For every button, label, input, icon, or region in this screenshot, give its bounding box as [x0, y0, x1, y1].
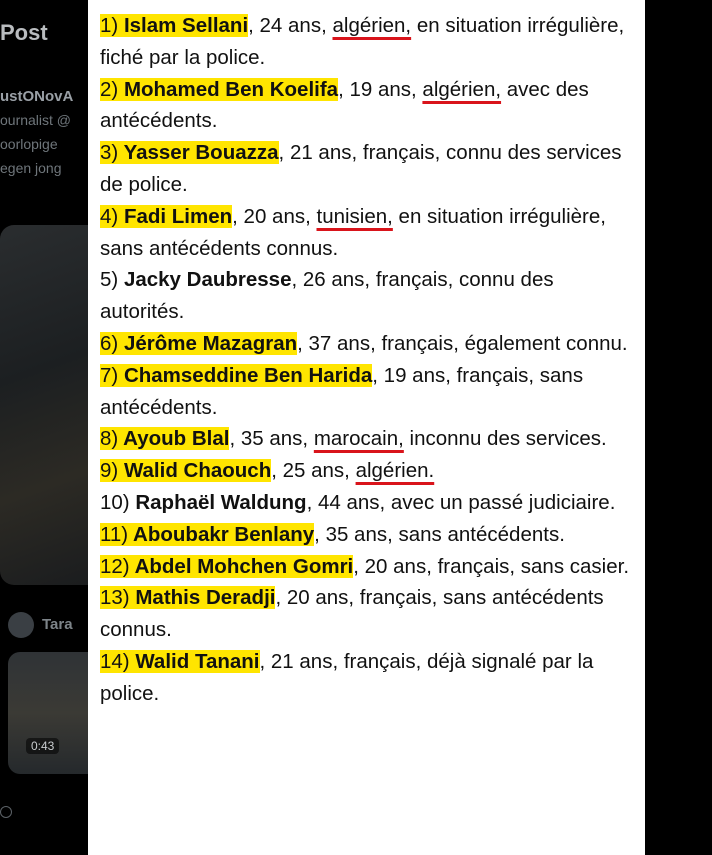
list-item: [100, 582, 633, 646]
highlighted-name: [100, 491, 307, 514]
entry-details-rest: en situation irrégulière, sans antécédents connus.: [100, 204, 606, 260]
entry-number: 6): [100, 331, 119, 355]
highlighted-name: [100, 555, 353, 578]
entry-details: , 35 ans,: [229, 427, 314, 451]
author-bio-line: oorlopige: [0, 136, 58, 152]
right-margin: [645, 0, 712, 855]
person-name: Mathis Deradji: [135, 586, 276, 610]
list-item: [100, 137, 633, 201]
entry-details: , 44 ans, avec un passé judiciaire.: [306, 490, 616, 514]
quote-video-thumbnail[interactable]: [8, 652, 100, 774]
person-name: Abdel Mohchen Gomri: [134, 554, 354, 578]
nationality-underlined: algérien,: [332, 14, 412, 37]
entry-number: 9): [100, 459, 119, 483]
highlighted-name: [100, 650, 260, 673]
author-handle[interactable]: ustONovA: [0, 88, 74, 105]
entry-number: 13): [100, 586, 130, 610]
list-item: [100, 646, 633, 710]
entry-details: , 35 ans, sans antécédents.: [314, 522, 565, 546]
list-item: [100, 328, 633, 360]
entry-details: , 20 ans,: [232, 204, 317, 228]
entry-details: , 20 ans, français, sans casier.: [353, 554, 630, 578]
suspect-list: [88, 0, 645, 710]
author-bio-line: egen jong: [0, 160, 62, 176]
person-name: Chamseddine Ben Harida: [123, 363, 373, 387]
quote-avatar[interactable]: [8, 612, 34, 638]
person-name: Yasser Bouazza: [123, 141, 279, 165]
person-name: Raphaël Waldung: [135, 490, 307, 514]
person-name: Jacky Daubresse: [123, 268, 292, 292]
entry-details: , 26 ans, français, connu des autorités.: [100, 268, 554, 324]
entry-number: 14): [100, 649, 130, 673]
list-item: [100, 487, 633, 519]
person-name: Walid Tanani: [135, 649, 260, 673]
entry-details: , 19 ans,: [338, 77, 423, 101]
author-bio-line: ournalist @: [0, 112, 72, 128]
reply-icon[interactable]: [0, 806, 12, 818]
highlighted-name: [100, 268, 291, 291]
list-item: [100, 360, 633, 424]
post-media-image[interactable]: [0, 225, 100, 585]
nationality-underlined: algérien,: [422, 77, 502, 101]
entry-details: , 24 ans,: [248, 14, 333, 37]
entry-details: , 20 ans, français, sans antécédents connus.: [100, 586, 604, 642]
entry-number: 4): [100, 204, 119, 228]
highlighted-name: [100, 14, 248, 37]
person-name: Fadi Limen: [123, 204, 233, 228]
entry-details: , 21 ans, français, connu des services de police.: [100, 141, 622, 196]
entry-details-rest: en situation irrégulière, fiché par la police.: [100, 14, 625, 69]
highlighted-name: [100, 459, 271, 482]
text-image-panel: [88, 0, 645, 855]
list-item: [100, 455, 633, 487]
entry-details-rest: avec des antécédents.: [100, 77, 589, 133]
background-post: [0, 0, 100, 855]
entry-number: 5): [100, 268, 119, 292]
highlighted-name: [100, 78, 338, 101]
nationality-underlined: tunisien,: [316, 204, 393, 228]
entry-number: 12): [100, 554, 130, 578]
highlighted-name: [100, 523, 314, 546]
highlighted-name: [100, 427, 229, 450]
entry-details-rest: inconnu des services.: [403, 427, 607, 451]
nationality-underlined: algérien.: [355, 459, 435, 483]
list-item: [100, 74, 633, 138]
entry-number: 2): [100, 77, 119, 101]
person-name: Aboubakr Benlany: [133, 522, 315, 546]
highlighted-name: [100, 205, 232, 228]
entry-number: 8): [100, 427, 119, 451]
person-name: Jérôme Mazagran: [123, 331, 298, 355]
entry-number: 11): [100, 522, 129, 546]
highlighted-name: [100, 586, 275, 609]
person-name: Mohamed Ben Koelifa: [123, 77, 339, 101]
highlighted-name: [100, 332, 297, 355]
list-item: [100, 201, 633, 265]
nationality-underlined: marocain,: [313, 427, 404, 451]
list-item: [100, 519, 633, 551]
entry-number: 10): [100, 490, 130, 514]
quote-author-name[interactable]: Tara: [42, 616, 73, 633]
entry-number: 7): [100, 363, 119, 387]
entry-details: , 21 ans, français, déjà signalé par la police.: [100, 649, 594, 705]
person-name: Islam Sellani: [123, 14, 249, 37]
entry-details: , 19 ans, français, sans antécédents.: [100, 363, 584, 419]
list-item: [100, 423, 633, 455]
highlighted-name: [100, 141, 279, 164]
post-header-title: Post: [0, 20, 48, 45]
highlighted-name: [100, 364, 372, 387]
list-item: [100, 10, 633, 74]
video-duration-badge: 0:43: [26, 738, 59, 754]
entry-number: 1): [100, 14, 119, 37]
entry-details: , 25 ans,: [271, 459, 356, 483]
entry-number: 3): [100, 141, 119, 165]
list-item: [100, 551, 633, 583]
person-name: Walid Chaouch: [123, 459, 272, 483]
entry-details: , 37 ans, français, également connu.: [297, 331, 628, 355]
person-name: Ayoub Blal: [123, 427, 230, 451]
list-item: [100, 264, 633, 328]
